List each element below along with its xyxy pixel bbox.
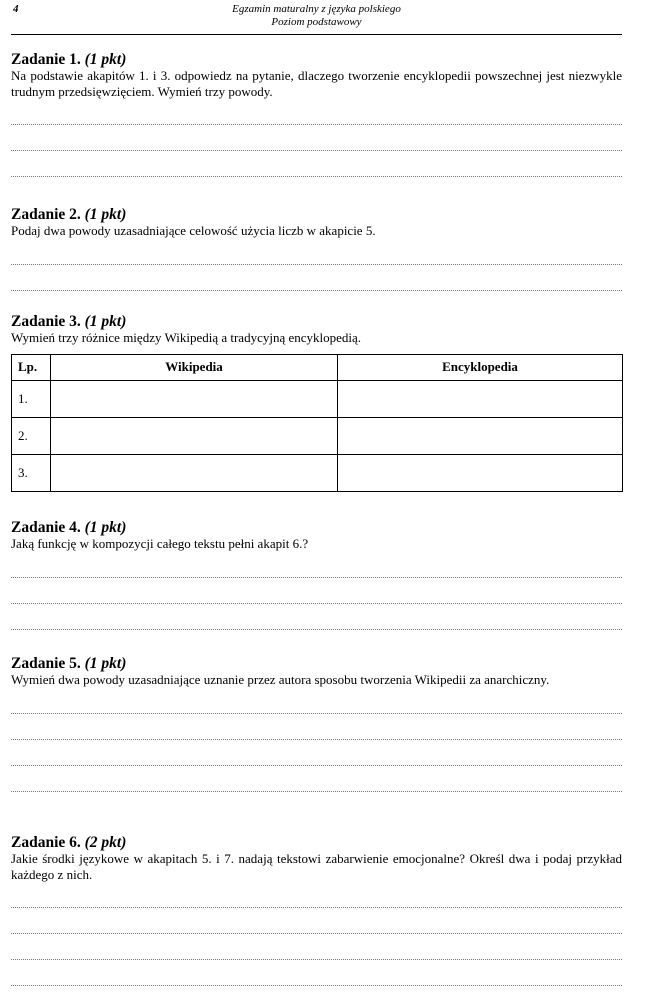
answer-line[interactable] [11,688,622,714]
exam-level: Poziom podstawowy [271,16,362,28]
task-question: Jaką funkcję w kompozycji całego tekstu pełni akapit 6.? [11,536,309,551]
row-number: 2. [12,417,51,454]
answer-line[interactable] [11,552,622,578]
page-header [11,0,622,35]
answer-line[interactable] [11,908,622,934]
task-heading: Zadanie 6. (2 pkt) [11,834,127,851]
answer-line[interactable] [11,934,622,960]
answer-line[interactable] [11,960,622,986]
answer-line[interactable] [11,740,622,766]
task-3 [11,313,622,492]
exam-page [11,0,622,882]
task-heading: Zadanie 2. (1 pkt) [11,206,127,223]
task-5 [11,655,622,792]
column-header-lp: Lp. [12,354,51,380]
row-number: 1. [12,380,51,417]
table-row [12,454,623,491]
answer-line[interactable] [11,239,622,265]
answer-cell-encyklopedia[interactable] [338,417,623,454]
answer-line[interactable] [11,714,622,740]
answer-line[interactable] [11,265,622,291]
answer-cell-wikipedia[interactable] [51,380,338,417]
answer-cell-encyklopedia[interactable] [338,454,623,491]
answer-line[interactable] [11,882,622,908]
task-question: Jakie środki językowe w akapitach 5. i 7. nadają tekstowi zabarwienie emocjonalne? Określ dwa i podaj przykład każdego z nich. [11,851,622,882]
header-title [11,3,622,29]
table-row [12,380,623,417]
answer-cell-wikipedia[interactable] [51,454,338,491]
task-question: Na podstawie akapitów 1. i 3. odpowiedz na pytanie, dlaczego tworzenie encyklopedii powszechnej jest niezwykle trudnym przedsięwzięciem. Wymień trzy powody. [11,68,622,99]
answer-line[interactable] [11,604,622,630]
task-2 [11,206,622,291]
answer-table [11,354,623,492]
task-heading: Zadanie 5. (1 pkt) [11,655,127,672]
task-6 [11,834,622,986]
answer-cell-encyklopedia[interactable] [338,380,623,417]
answer-line[interactable] [11,99,622,125]
page-number: 4 [13,3,19,15]
answer-line[interactable] [11,766,622,792]
column-header-encyklopedia: Encyklopedia [338,354,623,380]
answer-cell-wikipedia[interactable] [51,417,338,454]
task-4 [11,519,622,630]
row-number: 3. [12,454,51,491]
task-heading: Zadanie 3. (1 pkt) [11,313,127,330]
task-question: Wymień trzy różnice między Wikipedią a tradycyjną encyklopedią. [11,330,362,345]
answer-line[interactable] [11,151,622,177]
column-header-wikipedia: Wikipedia [51,354,338,380]
task-heading: Zadanie 4. (1 pkt) [11,519,127,536]
table-row [12,417,623,454]
answer-line[interactable] [11,578,622,604]
task-1 [11,51,622,177]
task-heading: Zadanie 1. (1 pkt) [11,51,127,68]
exam-title: Egzamin maturalny z języka polskiego [232,3,401,15]
task-question: Podaj dwa powody uzasadniające celowość użycia liczb w akapicie 5. [11,223,376,238]
task-question: Wymień dwa powody uzasadniające uznanie przez autora sposobu tworzenia Wikipedii za anarchiczny. [11,672,550,687]
answer-line[interactable] [11,125,622,151]
